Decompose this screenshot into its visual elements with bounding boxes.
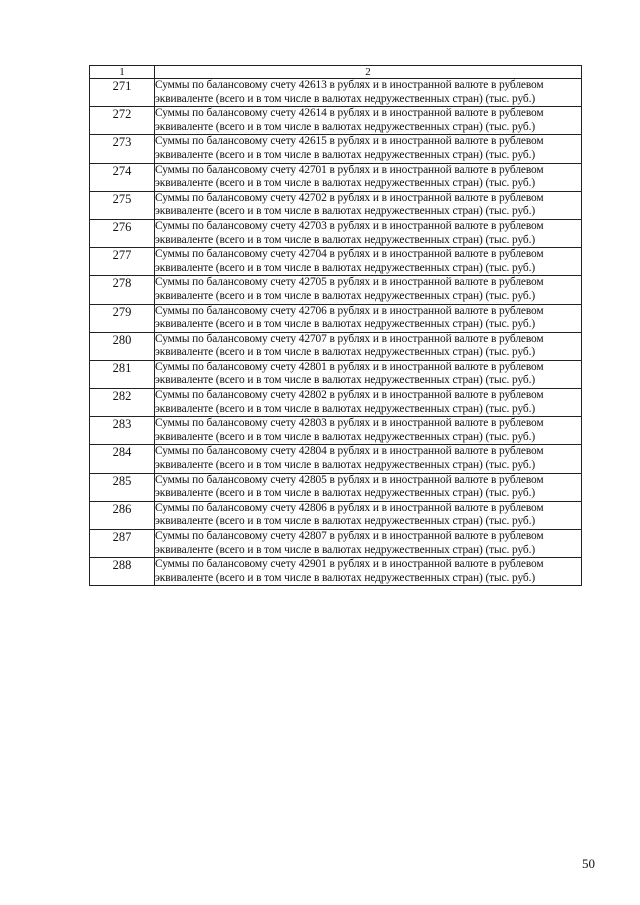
table-row bbox=[90, 219, 582, 247]
column-header-description: 2 bbox=[155, 66, 582, 79]
row-description: Суммы по балансовому счету 42801 в рублях и в иностранной валюте в рублевом эквиваленте (всего и в том числе в валютах недружественных стран) (тыс. руб.) bbox=[155, 360, 582, 388]
table-row bbox=[90, 558, 582, 586]
row-description: Суммы по балансовому счету 42802 в рублях и в иностранной валюте в рублевом эквиваленте (всего и в том числе в валютах недружественных стран) (тыс. руб.) bbox=[155, 389, 582, 417]
table-row bbox=[90, 445, 582, 473]
row-number: 281 bbox=[90, 360, 155, 388]
table-row bbox=[90, 135, 582, 163]
column-header-number: 1 bbox=[90, 66, 155, 79]
table-row bbox=[90, 530, 582, 558]
row-number: 274 bbox=[90, 163, 155, 191]
table-row bbox=[90, 501, 582, 529]
row-description: Суммы по балансовому счету 42705 в рублях и в иностранной валюте в рублевом эквиваленте (всего и в том числе в валютах недружественных стран) (тыс. руб.) bbox=[155, 276, 582, 304]
row-description: Суммы по балансовому счету 42614 в рублях и в иностранной валюте в рублевом эквиваленте (всего и в том числе в валютах недружественных стран) (тыс. руб.) bbox=[155, 107, 582, 135]
row-description: Суммы по балансовому счету 42704 в рублях и в иностранной валюте в рублевом эквиваленте (всего и в том числе в валютах недружественных стран) (тыс. руб.) bbox=[155, 248, 582, 276]
row-number: 288 bbox=[90, 558, 155, 586]
accounts-table bbox=[89, 65, 582, 586]
row-description: Суммы по балансовому счету 42807 в рублях и в иностранной валюте в рублевом эквиваленте (всего и в том числе в валютах недружественных стран) (тыс. руб.) bbox=[155, 530, 582, 558]
row-number: 287 bbox=[90, 530, 155, 558]
row-description: Суммы по балансовому счету 42706 в рублях и в иностранной валюте в рублевом эквиваленте (всего и в том числе в валютах недружественных стран) (тыс. руб.) bbox=[155, 304, 582, 332]
row-number: 283 bbox=[90, 417, 155, 445]
row-number: 273 bbox=[90, 135, 155, 163]
row-description: Суммы по балансовому счету 42805 в рублях и в иностранной валюте в рублевом эквиваленте (всего и в том числе в валютах недружественных стран) (тыс. руб.) bbox=[155, 473, 582, 501]
row-description: Суммы по балансовому счету 42703 в рублях и в иностранной валюте в рублевом эквиваленте (всего и в том числе в валютах недружественных стран) (тыс. руб.) bbox=[155, 219, 582, 247]
row-description: Суммы по балансовому счету 42615 в рублях и в иностранной валюте в рублевом эквиваленте (всего и в том числе в валютах недружественных стран) (тыс. руб.) bbox=[155, 135, 582, 163]
row-description: Суммы по балансовому счету 42901 в рублях и в иностранной валюте в рублевом эквиваленте (всего и в том числе в валютах недружественных стран) (тыс. руб.) bbox=[155, 558, 582, 586]
row-description: Суммы по балансовому счету 42806 в рублях и в иностранной валюте в рублевом эквиваленте (всего и в том числе в валютах недружественных стран) (тыс. руб.) bbox=[155, 501, 582, 529]
row-number: 280 bbox=[90, 332, 155, 360]
row-description: Суммы по балансовому счету 42707 в рублях и в иностранной валюте в рублевом эквиваленте (всего и в том числе в валютах недружественных стран) (тыс. руб.) bbox=[155, 332, 582, 360]
table-row bbox=[90, 473, 582, 501]
table-row bbox=[90, 79, 582, 107]
row-description: Суммы по балансовому счету 42702 в рублях и в иностранной валюте в рублевом эквиваленте (всего и в том числе в валютах недружественных стран) (тыс. руб.) bbox=[155, 191, 582, 219]
row-description: Суммы по балансовому счету 42613 в рублях и в иностранной валюте в рублевом эквиваленте (всего и в том числе в валютах недружественных стран) (тыс. руб.) bbox=[155, 79, 582, 107]
table-row bbox=[90, 417, 582, 445]
row-number: 271 bbox=[90, 79, 155, 107]
row-description: Суммы по балансовому счету 42803 в рублях и в иностранной валюте в рублевом эквиваленте (всего и в том числе в валютах недружественных стран) (тыс. руб.) bbox=[155, 417, 582, 445]
row-number: 284 bbox=[90, 445, 155, 473]
table-row bbox=[90, 360, 582, 388]
table-row bbox=[90, 332, 582, 360]
row-number: 276 bbox=[90, 219, 155, 247]
table-header-row bbox=[90, 66, 582, 79]
row-number: 282 bbox=[90, 389, 155, 417]
row-number: 278 bbox=[90, 276, 155, 304]
row-description: Суммы по балансовому счету 42804 в рублях и в иностранной валюте в рублевом эквиваленте (всего и в том числе в валютах недружественных стран) (тыс. руб.) bbox=[155, 445, 582, 473]
row-number: 275 bbox=[90, 191, 155, 219]
row-number: 286 bbox=[90, 501, 155, 529]
row-number: 279 bbox=[90, 304, 155, 332]
table-row bbox=[90, 276, 582, 304]
row-number: 277 bbox=[90, 248, 155, 276]
row-description: Суммы по балансовому счету 42701 в рублях и в иностранной валюте в рублевом эквиваленте (всего и в том числе в валютах недружественных стран) (тыс. руб.) bbox=[155, 163, 582, 191]
row-number: 272 bbox=[90, 107, 155, 135]
page-number: 50 bbox=[582, 856, 595, 871]
table-row bbox=[90, 304, 582, 332]
table-row bbox=[90, 163, 582, 191]
table-row bbox=[90, 191, 582, 219]
row-number: 285 bbox=[90, 473, 155, 501]
table-row bbox=[90, 248, 582, 276]
table-row bbox=[90, 107, 582, 135]
table-row bbox=[90, 389, 582, 417]
